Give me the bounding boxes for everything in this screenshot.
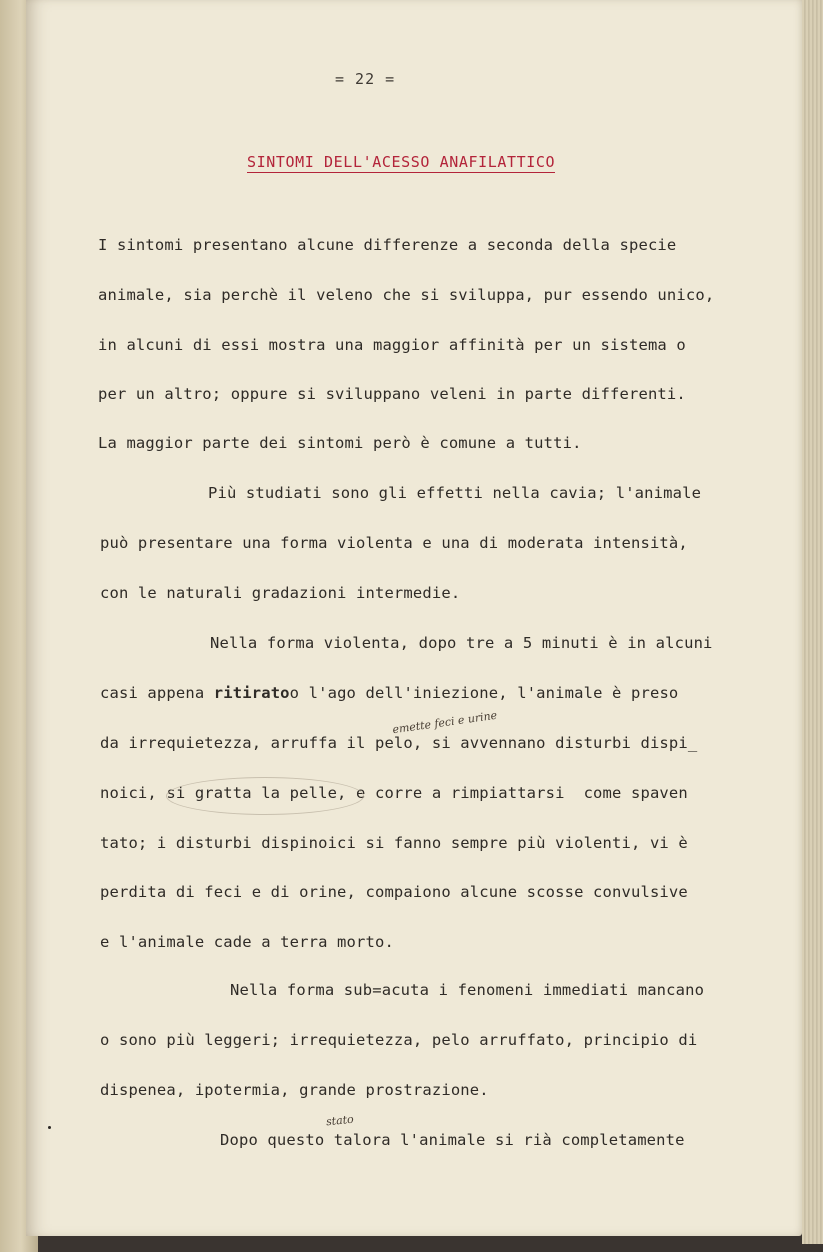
text-line: dispenea, ipotermia, grande prostrazione. [100,1081,489,1099]
document-page [26,0,802,1236]
section-heading [247,153,587,171]
page-number: = 22 = [335,70,396,88]
handwritten-note: emette feci e urine [391,708,498,737]
text-line: o sono più leggeri; irrequietezza, pelo arruffato, principio di [100,1031,698,1049]
heading-text: SINTOMI DELL'ACESSO ANAFILATTICO [247,153,556,171]
text-line: perdita di feci e di orine, compaiono alcune scosse convulsive [100,883,688,901]
text-line: Nella forma sub=acuta i fenomeni immediati mancano [230,981,705,999]
handwritten-note: stato [325,1112,355,1129]
ink-speck [48,1126,51,1129]
text-line: Più studiati sono gli effetti nella cavia; l'animale [208,484,702,502]
text-line: La maggior parte dei sintomi però è comune a tutti. [98,434,582,452]
text-line: Dopo questo talora l'animale si rià completamente [220,1131,685,1149]
text-line [100,684,678,702]
text-line: e l'animale cade a terra morto. [100,933,394,951]
pencil-circle-mark [166,777,364,815]
text-line: tato; i disturbi dispinoici si fanno sempre più violenti, vi è [100,834,688,852]
text-line: Nella forma violenta, dopo tre a 5 minuti è in alcuni [210,634,713,652]
text-span: o l'ago dell'iniezione, l'animale è preso [289,684,679,702]
page-edge-stack [802,0,823,1244]
overstruck-word: ritirato [213,684,290,702]
text-line: in alcuni di essi mostra una maggior affinità per un sistema o [98,336,686,354]
text-line: può presentare una forma violenta e una di moderata intensità, [100,534,688,552]
text-line: noici, si gratta la pelle, e corre a rimpiattarsi come spaven [100,784,688,802]
text-span: casi appena [100,684,214,702]
text-line: con le naturali gradazioni intermedie. [100,584,461,602]
text-line: per un altro; oppure si sviluppano veleni in parte differenti. [98,385,686,403]
text-line: da irrequietezza, arruffa il pelo, si avvennano disturbi dispi_ [100,734,698,752]
text-line: animale, sia perchè il veleno che si sviluppa, pur essendo unico, [98,286,715,304]
text-line: I sintomi presentano alcune differenze a seconda della specie [98,236,677,254]
